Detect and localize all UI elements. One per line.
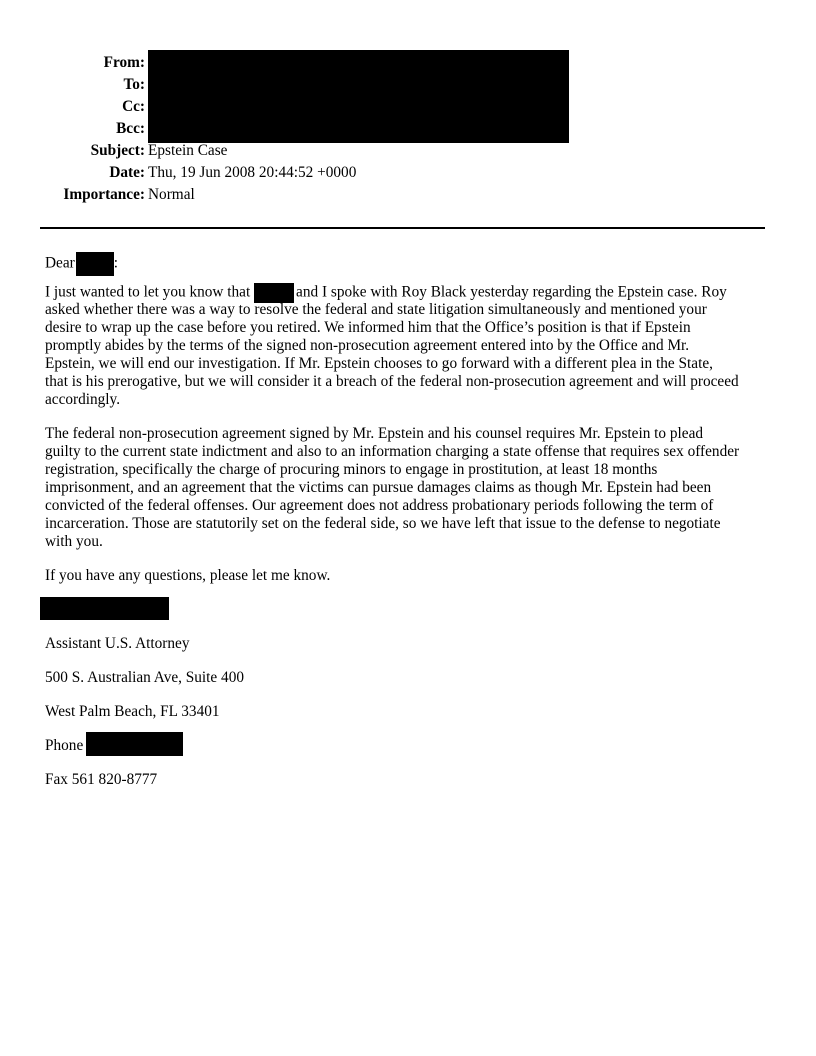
text-line: accordingly. xyxy=(45,391,121,408)
date-label: Date: xyxy=(109,164,145,181)
signature-fax: Fax 561 820-8777 xyxy=(45,771,158,788)
importance-label: Importance: xyxy=(63,186,145,203)
signature-phone: Phone xyxy=(45,737,84,754)
cc-row xyxy=(0,96,145,118)
paragraph-3: If you have any questions, please let me know. xyxy=(45,567,331,584)
signature-title: Assistant U.S. Attorney xyxy=(45,635,190,652)
subject-value: Epstein Case xyxy=(148,142,228,159)
text-line: convicted of the federal offenses. Our agreement does not address probationary periods following the term of xyxy=(45,497,714,514)
to-row xyxy=(0,74,145,96)
redaction-phone xyxy=(86,732,183,756)
text-line: asked whether there was a way to resolve the federal and state litigation simultaneously and mentioned your xyxy=(45,301,707,318)
greeting xyxy=(45,252,118,276)
text-line: with you. xyxy=(45,533,103,550)
text-line: promptly abides by the terms of the signed non-prosecution agreement entered into by the Office and Mr. xyxy=(45,337,690,354)
redaction-name xyxy=(76,252,114,276)
text-line: imprisonment, and an agreement that the victims can pursue damages claims as though Mr. Epstein had been xyxy=(45,479,712,496)
date-value: Thu, 19 Jun 2008 20:44:52 +0000 xyxy=(148,164,357,181)
cc-label: Cc: xyxy=(122,98,145,115)
importance-value: Normal xyxy=(148,186,195,203)
importance-row xyxy=(0,184,195,206)
text: and I spoke with Roy Black yesterday regarding the Epstein case. Roy xyxy=(296,283,727,301)
greeting-text: Dear xyxy=(45,254,75,272)
redaction-name-2 xyxy=(254,283,294,303)
text: I just wanted to let you know that xyxy=(45,283,251,301)
from-label: From: xyxy=(103,54,145,71)
redaction-recipients xyxy=(148,50,569,143)
date-row xyxy=(0,162,356,184)
redaction-signature-name xyxy=(40,597,169,620)
bcc-label: Bcc: xyxy=(116,120,145,137)
subject-label: Subject: xyxy=(90,142,145,159)
text-line: guilty to the current state indictment and also to an information charging a state offense that requires sex offender xyxy=(45,443,740,460)
subject-row xyxy=(0,140,227,162)
to-label: To: xyxy=(123,76,145,93)
signature-address-1: 500 S. Australian Ave, Suite 400 xyxy=(45,669,244,686)
bcc-row xyxy=(0,118,145,140)
signature-address-2: West Palm Beach, FL 33401 xyxy=(45,703,220,720)
paragraph-1 xyxy=(45,283,739,409)
paragraph-2 xyxy=(45,425,739,551)
text-line: that is his prerogative, but we will consider it a breach of the federal non-prosecution agreement and will proceed xyxy=(45,373,739,390)
greeting-colon: : xyxy=(113,254,118,272)
text-line: The federal non-prosecution agreement signed by Mr. Epstein and his counsel requires Mr. Epstein to plead xyxy=(45,425,704,442)
from-row xyxy=(0,52,145,74)
text-line: desire to wrap up the case before you retired. We informed him that the Office’s position is that if Epstein xyxy=(45,319,691,336)
text-line: registration, specifically the charge of procuring minors to engage in prostitution, at least 18 months xyxy=(45,461,658,478)
text-line: incarceration. Those are statutorily set on the federal side, so we have left that issue to the defense to negotiate xyxy=(45,515,721,532)
text-line: Epstein, we will end our investigation. If Mr. Epstein chooses to go forward with a different plea in the State, xyxy=(45,355,713,372)
header-divider xyxy=(40,227,765,229)
